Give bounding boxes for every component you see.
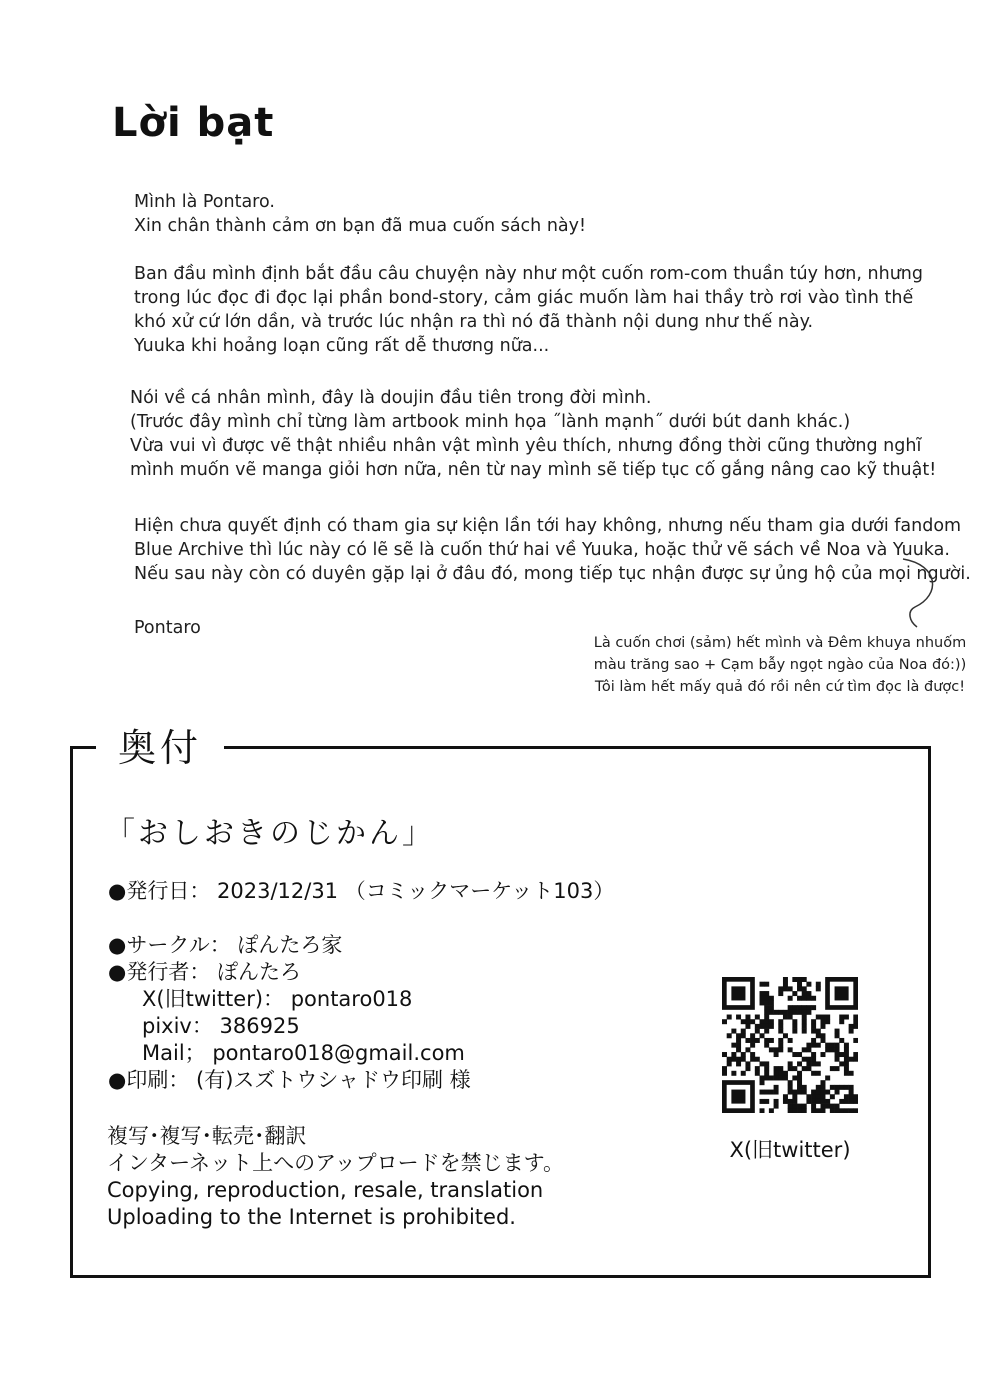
book-title: 「おしおきのじかん」 xyxy=(105,816,435,851)
text-line: インターネット上へのアップロードを禁じます。 xyxy=(107,1151,564,1175)
text-line: Vừa vui vì được vẽ thật nhiều nhân vật mình yêu thích, nhưng đồng thời cũng thường nghĩ xyxy=(130,436,922,456)
text-line: Là cuốn chơi (sảm) hết mình và Đêm khuya nhuốm xyxy=(593,635,967,651)
afterword-paragraph-3 xyxy=(130,386,936,482)
text-line: Xin chân thành cảm ơn bạn đã mua cuốn sách này! xyxy=(134,216,587,236)
text-line: mình muốn vẽ manga giỏi hơn nữa, nên từ nay mình sẽ tiếp tục cố gắng nâng cao kỹ thuật! xyxy=(130,460,937,480)
afterword-paragraph-4 xyxy=(134,514,971,586)
text-line: Tôi làm hết mấy quả đó rồi nên cứ tìm đọc là được! xyxy=(594,679,966,695)
afterword-paragraph-2 xyxy=(134,262,923,358)
text-line: (Trước đây mình chỉ từng làm artbook minh họa ˝lành mạnh˝ dưới bút danh khác.) xyxy=(130,412,851,432)
publish-date: ●発行日： 2023/12/31 （コミックマーケット103） xyxy=(108,879,615,903)
text-line: Copying, reproduction, resale, translation xyxy=(107,1178,544,1202)
text-line: Ban đầu mình định bắt đầu câu chuyện này như một cuốn rom-com thuần túy hơn, nhưng xyxy=(134,264,923,284)
qr-code-graphic xyxy=(722,977,858,1113)
text-line: 複写･複写･転売･翻訳 xyxy=(107,1124,307,1148)
qr-caption: X(旧twitter) xyxy=(729,1138,851,1162)
text-line: Nói về cá nhân mình, đây là doujin đầu tiên trong đời mình. xyxy=(130,388,652,408)
page-title: Lời bạt xyxy=(112,100,275,146)
text-line: Yuuka khi hoảng loạn cũng rất dễ thương nữa... xyxy=(134,336,550,356)
copyright-notice xyxy=(107,1123,564,1231)
afterword-paragraph-1 xyxy=(134,190,586,238)
side-note xyxy=(575,632,985,698)
pixiv-line: pixiv： 386925 xyxy=(142,1014,300,1038)
publisher-line: ●発行者： ぽんたろ xyxy=(108,960,301,984)
text-line: Nếu sau này còn có duyên gặp lại ở đâu đó, mong tiếp tục nhận được sự ủng hộ của mọi người. xyxy=(134,564,971,584)
text-line: Uploading to the Internet is prohibited. xyxy=(107,1205,516,1229)
text-line: Hiện chưa quyết định có tham gia sự kiện lần tới hay không, nhưng nếu tham gia dưới fandom xyxy=(134,516,962,536)
curved-arrow-icon xyxy=(895,555,945,635)
text-line: trong lúc đọc đi đọc lại phần bond-story, cảm giác muốn làm hai thầy trò rơi vào tình thế xyxy=(134,288,914,308)
twitter-line: X(旧twitter)： pontaro018 xyxy=(142,987,413,1011)
text-line: Mình là Pontaro. xyxy=(134,192,275,212)
printer-line: ●印刷： (有)スズトウシャドウ印刷 様 xyxy=(108,1068,471,1092)
circle-line: ●サークル： ぽんたろ家 xyxy=(108,933,343,957)
signature: Pontaro xyxy=(134,618,201,638)
text-line: khó xử cứ lớn dần, và trước lúc nhận ra thì nó đã thành nội dung như thế này. xyxy=(134,312,814,332)
mail-line: Mail； pontaro018@gmail.com xyxy=(142,1041,465,1065)
colophon-heading: 奥付 xyxy=(96,722,224,774)
publisher-info xyxy=(108,932,471,1094)
text-line: màu trăng sao + Cạm bẫy ngọt ngào của Noa đó:)) xyxy=(593,657,967,673)
qr-code-icon[interactable] xyxy=(722,977,858,1113)
text-line: Blue Archive thì lúc này có lẽ sẽ là cuốn thứ hai về Yuuka, hoặc thử vẽ sách về Noa và Yuuka. xyxy=(134,540,950,560)
